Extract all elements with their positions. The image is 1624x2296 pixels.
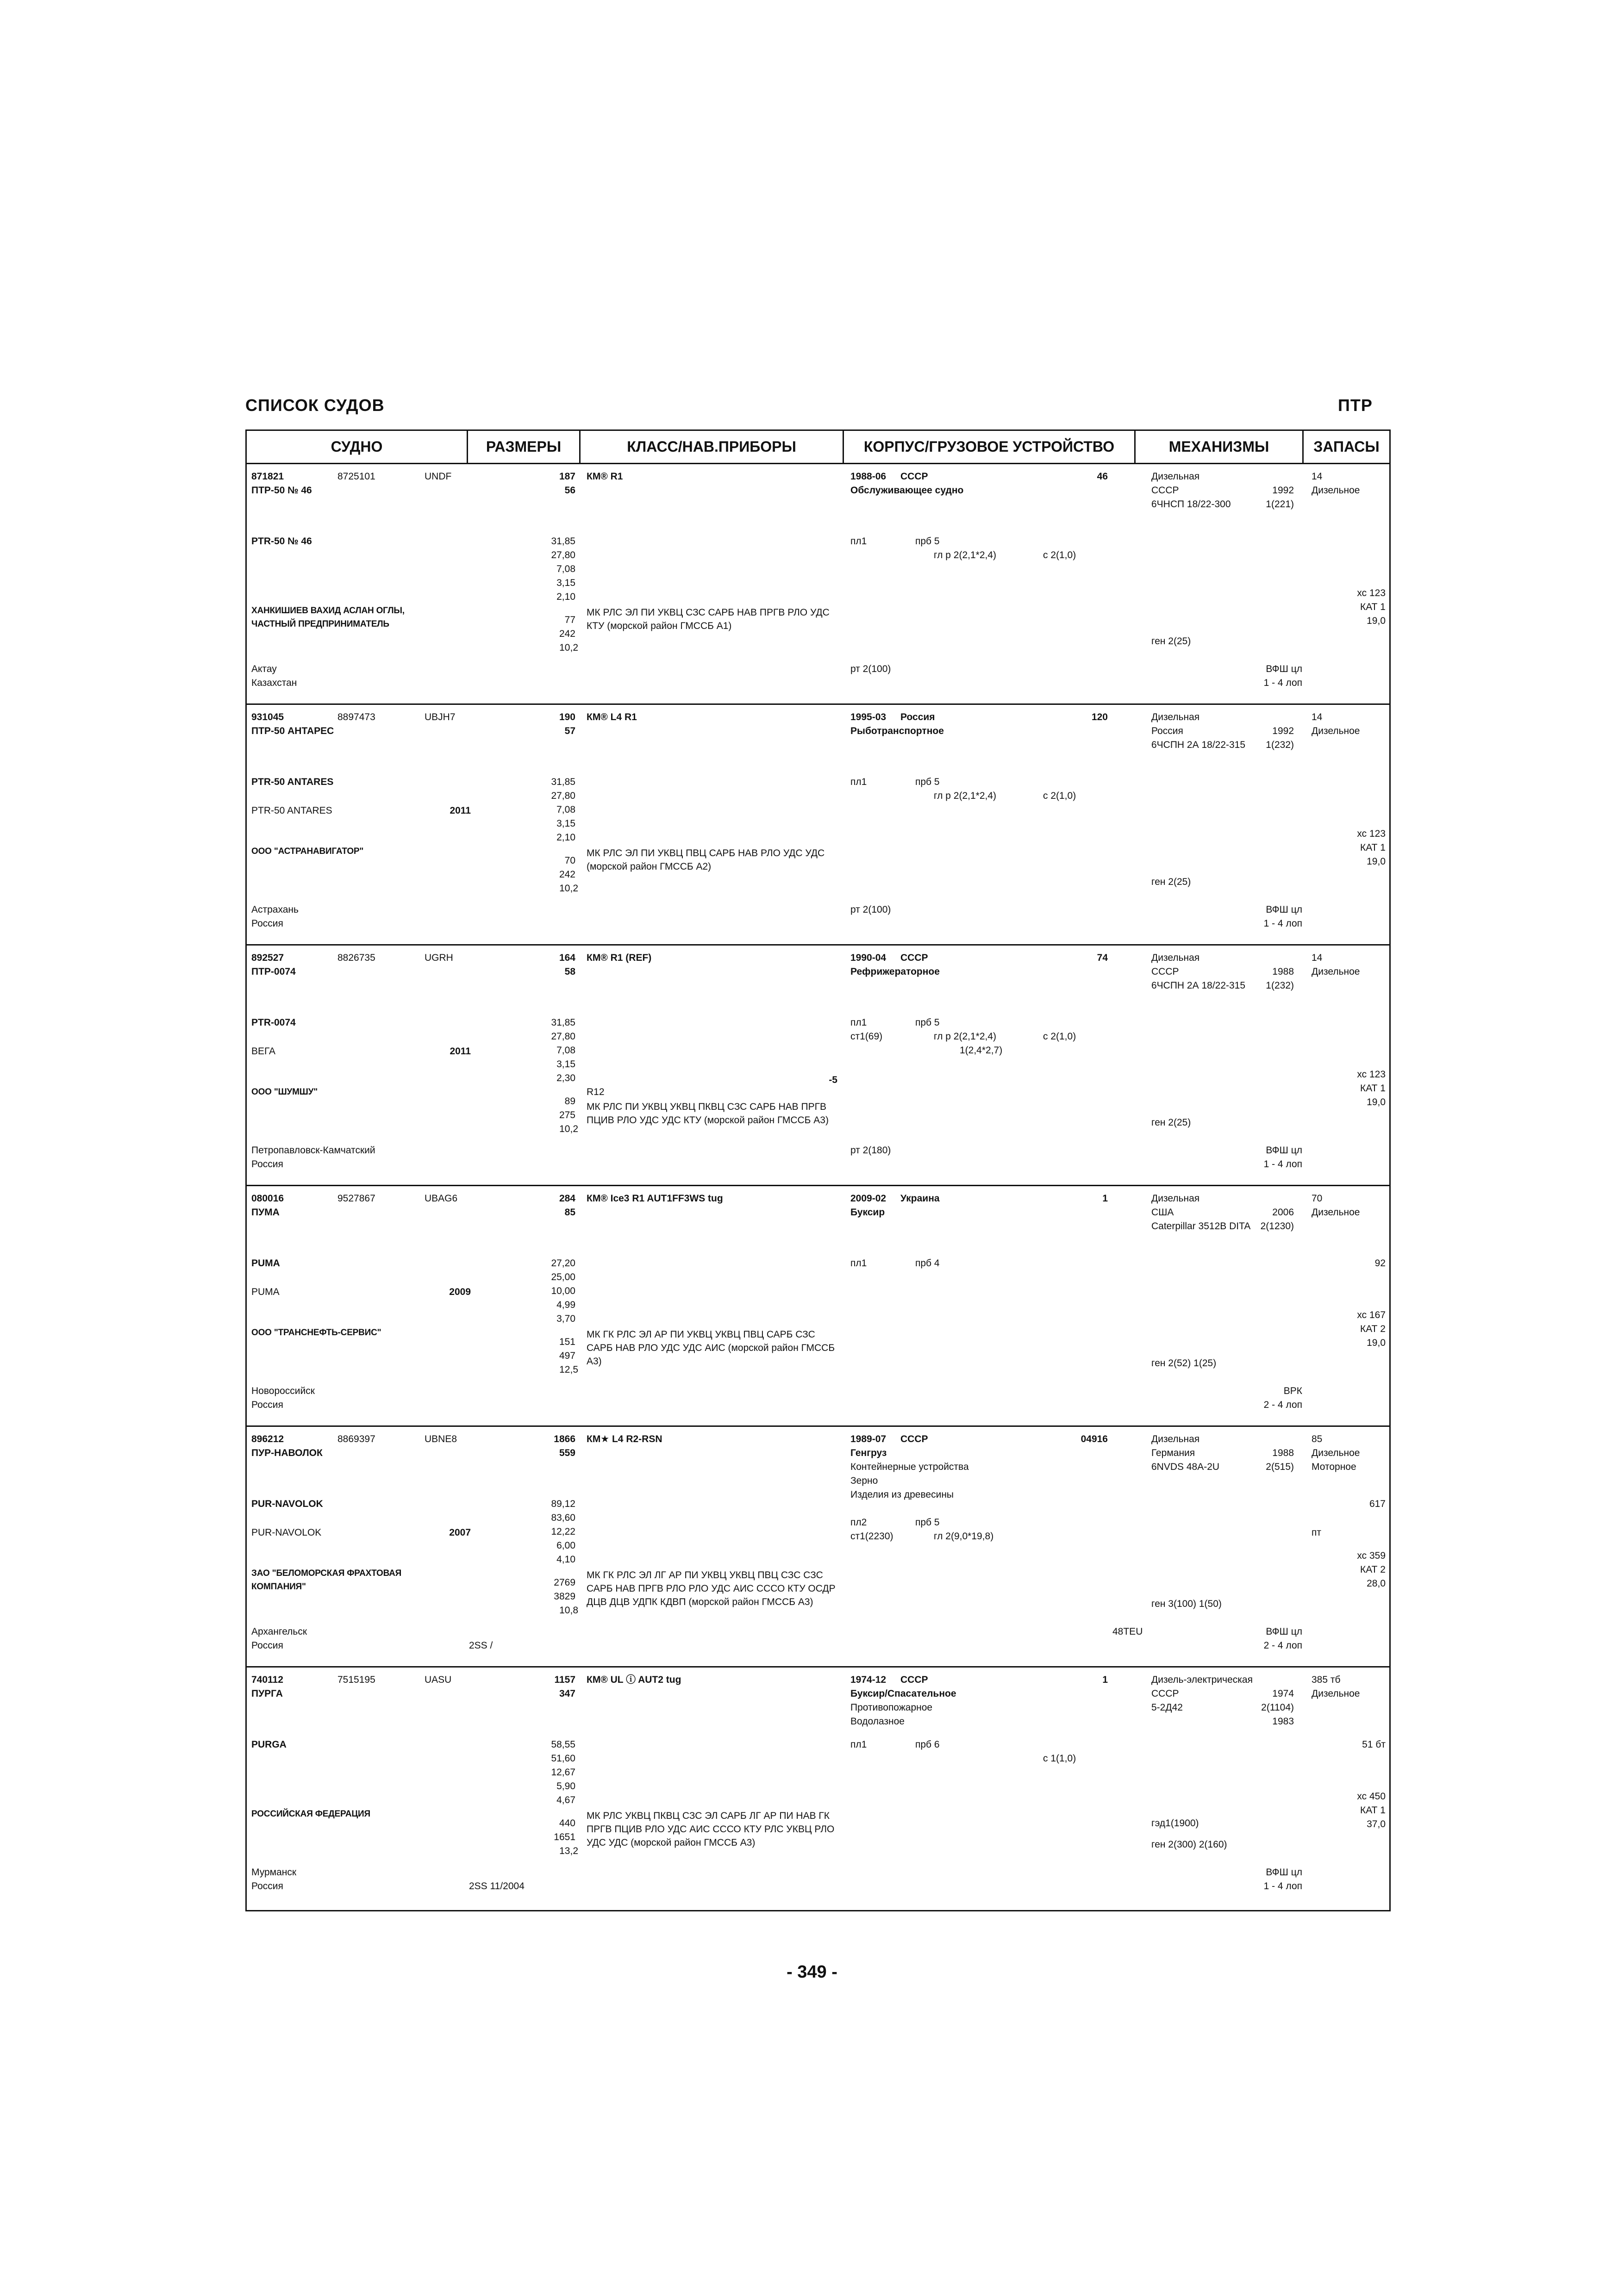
dimension-value: 27,20 bbox=[551, 1258, 575, 1269]
former-year: 2011 bbox=[450, 1046, 471, 1057]
decks: пл1 bbox=[850, 1017, 867, 1028]
imo-number: 8725101 bbox=[337, 471, 375, 482]
propeller: ВФШ цл bbox=[1266, 664, 1302, 674]
vessel-type: Обслуживающее судно bbox=[850, 485, 964, 496]
header-class: КЛАСС/НАВ.ПРИБОРЫ bbox=[581, 431, 844, 463]
vessel-record bbox=[247, 1427, 1389, 1668]
owner: ООО "ТРАНСНЕФТЬ-СЕРВИС" bbox=[251, 1328, 381, 1338]
speed: 13,2 bbox=[559, 1846, 578, 1856]
deadweight: 151 bbox=[559, 1337, 575, 1347]
cargo-feature: Водолазное bbox=[850, 1716, 905, 1727]
dimension-value: 2,30 bbox=[556, 1073, 575, 1083]
engine-power: 1(232) bbox=[1266, 980, 1294, 991]
call-sign: UGRH bbox=[425, 952, 453, 963]
capacity: 51 бт bbox=[1362, 1739, 1386, 1750]
displacement: 497 bbox=[559, 1350, 575, 1361]
fuel-type: Дизельное bbox=[1312, 1688, 1360, 1699]
dimension-value: 27,80 bbox=[551, 790, 575, 801]
dimension-value: 4,67 bbox=[556, 1795, 575, 1805]
header-machinery: МЕХАНИЗМЫ bbox=[1136, 431, 1304, 463]
hull-number: 74 bbox=[1097, 952, 1108, 963]
class-extra: R12 bbox=[587, 1087, 605, 1097]
decks: пл1 bbox=[850, 777, 867, 787]
stores-category: КАТ 2 bbox=[1360, 1324, 1386, 1334]
cranes: с 2(1,0) bbox=[1043, 1031, 1076, 1042]
header-stores: ЗАПАСЫ bbox=[1313, 438, 1380, 455]
owner: ООО "ШУМШУ" bbox=[251, 1087, 318, 1097]
hull-number: 120 bbox=[1091, 712, 1108, 722]
former-name: PTR-50 ANTARES bbox=[251, 805, 332, 816]
engine-country: СССР bbox=[1151, 966, 1179, 977]
dimension-value: 12,67 bbox=[551, 1767, 575, 1778]
builder-country: СССР bbox=[900, 471, 928, 482]
reg-number: 871821 bbox=[251, 471, 284, 482]
former-year: 2011 bbox=[450, 805, 471, 816]
engine-model: 6ЧНСП 18/22-300 bbox=[1151, 499, 1231, 510]
latin-name: PURGA bbox=[251, 1739, 287, 1750]
engine-year: 1992 bbox=[1272, 485, 1294, 496]
stores-value: 19,0 bbox=[1367, 1097, 1386, 1108]
dimension-value: 3,70 bbox=[556, 1313, 575, 1324]
vessel-name: ПТР-50 АНТАРЕС bbox=[251, 726, 334, 736]
net-tonnage: 347 bbox=[559, 1688, 575, 1699]
dimension-value: 27,80 bbox=[551, 550, 575, 560]
fuel-type-2: Моторное bbox=[1312, 1462, 1356, 1472]
owner: ЗАО "БЕЛОМОРСКАЯ ФРАХТОВАЯ КОМПАНИЯ" bbox=[251, 1568, 402, 1592]
reg-number: 740112 bbox=[251, 1674, 283, 1685]
table-header bbox=[247, 431, 1389, 464]
refrigeration: рт 2(180) bbox=[850, 1145, 891, 1156]
reg-number: 896212 bbox=[251, 1434, 284, 1444]
builder-country: Украина bbox=[900, 1193, 940, 1204]
cranes: с 2(1,0) bbox=[1043, 550, 1076, 560]
auxiliary-engine: гэд1(1900) bbox=[1151, 1818, 1199, 1829]
vessel-record bbox=[247, 464, 1389, 705]
reg-number: 080016 bbox=[251, 1193, 284, 1204]
vessel-name: ПУРГА bbox=[251, 1688, 283, 1699]
imo-number: 9527867 bbox=[337, 1193, 375, 1204]
former-year: 2007 bbox=[449, 1527, 471, 1538]
engine-country: Россия bbox=[1151, 726, 1183, 736]
dimension-value: 31,85 bbox=[551, 777, 575, 787]
engine-power: 2(1230) bbox=[1260, 1221, 1294, 1232]
cargo-feature: Противопожарное bbox=[850, 1702, 933, 1713]
speed: 10,2 bbox=[559, 1124, 578, 1134]
header-dimensions: РАЗМЕРЫ bbox=[468, 431, 581, 463]
stores-xc: хс 450 bbox=[1357, 1791, 1386, 1802]
propeller: ВФШ цл bbox=[1266, 1626, 1302, 1637]
dimension-value: 3,15 bbox=[556, 578, 575, 588]
dimension-value: 27,80 bbox=[551, 1031, 575, 1042]
deadweight: 89 bbox=[564, 1096, 575, 1107]
speed: 10,2 bbox=[559, 883, 578, 894]
gross-tonnage: 284 bbox=[559, 1193, 575, 1204]
dimension-value: 3,15 bbox=[556, 1059, 575, 1070]
generators: ген 2(300) 2(160) bbox=[1151, 1839, 1227, 1850]
hull-number: 1 bbox=[1102, 1674, 1108, 1685]
stores-xc: хс 123 bbox=[1357, 828, 1386, 839]
vessel-record bbox=[247, 1668, 1389, 1908]
propeller-blades: 1 - 4 лоп bbox=[1263, 1881, 1302, 1892]
former-name: ВЕГА bbox=[251, 1046, 275, 1057]
call-sign: UBAG6 bbox=[425, 1193, 458, 1204]
dimension-value: 31,85 bbox=[551, 536, 575, 547]
propeller-blades: 1 - 4 лоп bbox=[1263, 678, 1302, 688]
class-notation: КМ® Ice3 R1 AUT1FF3WS tug bbox=[587, 1193, 723, 1204]
bunker-qty: 14 bbox=[1312, 471, 1323, 482]
engine-country: СССР bbox=[1151, 485, 1179, 496]
header-hull: КОРПУС/ГРУЗОВОЕ УСТРОЙСТВО bbox=[844, 431, 1136, 463]
former-name: PUMA bbox=[251, 1287, 280, 1297]
propeller: ВФШ цл bbox=[1266, 1145, 1302, 1156]
decks-extra: ст1(69) bbox=[850, 1031, 883, 1042]
generators: ген 2(52) 1(25) bbox=[1151, 1358, 1217, 1369]
stores-category: КАТ 1 bbox=[1360, 1083, 1386, 1094]
displacement: 242 bbox=[559, 628, 575, 639]
engine-type: Дизельная bbox=[1151, 712, 1200, 722]
engine-model: 6ЧСПН 2А 18/22-315 bbox=[1151, 980, 1246, 991]
survey-mark: 2SS 11/2004 bbox=[469, 1881, 525, 1892]
flag-country: Россия bbox=[251, 1400, 283, 1410]
dimension-value: 7,08 bbox=[556, 1045, 575, 1056]
section-code: ПТР bbox=[1338, 396, 1373, 415]
hatches: гл 2(9,0*19,8) bbox=[934, 1531, 994, 1542]
vessel-name: ПТР-0074 bbox=[251, 966, 296, 977]
dimension-value: 31,85 bbox=[551, 1017, 575, 1028]
nav-equipment: МК ГК РЛС ЭЛ АР ПИ УКВЦ УКВЦ ПВЦ САРБ СЗС САРБ НАВ РЛО УДС УДС АИС (морской район ГМССБ А3) bbox=[587, 1329, 835, 1367]
stores-category: КАТ 1 bbox=[1360, 602, 1386, 612]
propeller-blades: 2 - 4 лоп bbox=[1263, 1640, 1302, 1651]
imo-number: 8897473 bbox=[337, 712, 375, 722]
vessel-type: Рыботранспортное bbox=[850, 726, 944, 736]
displacement: 3829 bbox=[554, 1591, 575, 1602]
builder-country: СССР bbox=[900, 1434, 928, 1444]
engine-year: 1988 bbox=[1272, 1448, 1294, 1458]
call-sign: UBJH7 bbox=[425, 712, 456, 722]
decks: пл2 bbox=[850, 1517, 867, 1528]
hull-number: 46 bbox=[1097, 471, 1108, 482]
capacity-unit: пт bbox=[1312, 1527, 1321, 1538]
class-notation: КМ® R1 bbox=[587, 471, 623, 482]
dimension-value: 25,00 bbox=[551, 1272, 575, 1282]
holds: прб 5 bbox=[915, 1017, 940, 1028]
engine-model: 6ЧСПН 2А 18/22-315 bbox=[1151, 740, 1246, 750]
flag-country: Россия bbox=[251, 1881, 283, 1892]
survey-mark: 2SS / bbox=[469, 1640, 493, 1651]
stores-value: 19,0 bbox=[1367, 856, 1386, 867]
propeller-blades: 1 - 4 лоп bbox=[1263, 1159, 1302, 1170]
decks: пл1 bbox=[850, 536, 867, 547]
net-tonnage: 85 bbox=[564, 1207, 575, 1218]
vessel-type: Генгруз bbox=[850, 1448, 887, 1458]
stores-value: 19,0 bbox=[1367, 1338, 1386, 1348]
holds: прб 5 bbox=[915, 777, 940, 787]
holds: прб 5 bbox=[915, 1517, 940, 1528]
engine-power: 1(232) bbox=[1266, 740, 1294, 750]
latin-name: PUR-NAVOLOK bbox=[251, 1499, 323, 1509]
flag-country: Казахстан bbox=[251, 678, 297, 688]
engine-type: Дизельная bbox=[1151, 952, 1200, 963]
decks: пл1 bbox=[850, 1739, 867, 1750]
dimension-value: 89,12 bbox=[551, 1499, 575, 1509]
built-date: 1989-07 bbox=[850, 1434, 887, 1444]
bunker-qty: 14 bbox=[1312, 712, 1323, 722]
vessel-type: Рефрижераторное bbox=[850, 966, 940, 977]
built-date: 1988-06 bbox=[850, 471, 887, 482]
net-tonnage: 57 bbox=[564, 726, 575, 736]
deadweight: 70 bbox=[564, 855, 575, 866]
hull-number: 1 bbox=[1102, 1193, 1108, 1204]
nav-equipment: МК ГК РЛС ЭЛ ЛГ АР ПИ УКВЦ УКВЦ ПВЦ СЗС СЗС САРБ НАВ ПРГВ РЛО РЛО УДС АИС СССО КТУ ОСДР ДЦВ ДЦВ УДПК КДВП (морской район ГМССБ А3) bbox=[587, 1570, 836, 1607]
generators: ген 3(100) 1(50) bbox=[1151, 1599, 1222, 1609]
vessel-record bbox=[247, 1186, 1389, 1427]
engine-country: СССР bbox=[1151, 1688, 1179, 1699]
vessel-name: ПУР-НАВОЛОК bbox=[251, 1448, 323, 1458]
propeller-blades: 2 - 4 лоп bbox=[1263, 1400, 1302, 1410]
container-capacity: 48TEU bbox=[1112, 1626, 1143, 1637]
propeller: ВФШ цл bbox=[1266, 904, 1302, 915]
home-port: Петропавловск-Камчатский bbox=[251, 1145, 375, 1156]
stores-value: 37,0 bbox=[1367, 1819, 1386, 1829]
hatches: гл р 2(2,1*2,4) bbox=[934, 1031, 997, 1042]
vessel-name: ПТР-50 № 46 bbox=[251, 485, 312, 496]
built-date: 1974-12 bbox=[850, 1674, 887, 1685]
stores-xc: хс 359 bbox=[1357, 1550, 1386, 1561]
engine-year: 2006 bbox=[1272, 1207, 1294, 1218]
dimension-value: 12,22 bbox=[551, 1526, 575, 1537]
call-sign: UNDF bbox=[425, 471, 452, 482]
class-notation: КМ★ L4 R2-RSN bbox=[587, 1434, 662, 1444]
cargo-feature: Зерно bbox=[850, 1475, 878, 1486]
dimension-value: 5,90 bbox=[556, 1781, 575, 1792]
builder-country: СССР bbox=[900, 1674, 928, 1685]
gross-tonnage: 1866 bbox=[554, 1434, 575, 1444]
dimension-value: 83,60 bbox=[551, 1512, 575, 1523]
class-notation: КМ® UL ⓘ AUT2 tug bbox=[587, 1674, 681, 1685]
latin-name: PUMA bbox=[251, 1258, 280, 1269]
class-notation: КМ® L4 R1 bbox=[587, 712, 637, 722]
vessel-record bbox=[247, 705, 1389, 946]
fuel-type: Дизельное bbox=[1312, 1448, 1360, 1458]
imo-number: 7515195 bbox=[337, 1674, 375, 1685]
engine-country: США bbox=[1151, 1207, 1174, 1218]
flag-country: Россия bbox=[251, 1159, 283, 1170]
built-date: 1990-04 bbox=[850, 952, 887, 963]
engine-power: 1(221) bbox=[1266, 499, 1294, 510]
engine-type: Дизельная bbox=[1151, 471, 1200, 482]
reg-number: 931045 bbox=[251, 712, 284, 722]
owner: ХАНКИШИЕВ ВАХИД АСЛАН ОГЛЫ, ЧАСТНЫЙ ПРЕДПРИНИМАТЕЛЬ bbox=[251, 606, 405, 629]
vessel-type: Буксир bbox=[850, 1207, 885, 1218]
dimension-value: 58,55 bbox=[551, 1739, 575, 1750]
nav-equipment: МК РЛС УКВЦ ПКВЦ СЗС ЭЛ САРБ ЛГ АР ПИ НАВ ГК ПРГВ ПЦИВ РЛО УДС АИС СССО КТУ РЛС УКВЦ РЛО УДС УДС (морской район ГМССБ А3) bbox=[587, 1811, 835, 1848]
dimension-value: 10,00 bbox=[551, 1286, 575, 1296]
builder-country: Россия bbox=[900, 712, 935, 722]
gross-tonnage: 190 bbox=[559, 712, 575, 722]
builder-country: СССР bbox=[900, 952, 928, 963]
dimension-value: 2,10 bbox=[556, 591, 575, 602]
engine-model: Caterpillar 3512B DITA bbox=[1151, 1221, 1251, 1232]
stores-xc: хс 123 bbox=[1357, 1069, 1386, 1080]
engine-country: Германия bbox=[1151, 1448, 1195, 1458]
latin-name: PTR-0074 bbox=[251, 1017, 296, 1028]
class-note: -5 bbox=[829, 1075, 837, 1085]
page-number: - 349 - bbox=[787, 1962, 837, 1982]
engine-model: 6NVDS 48A-2U bbox=[1151, 1462, 1220, 1472]
dimension-value: 7,08 bbox=[556, 564, 575, 574]
decks-extra: ст1(2230) bbox=[850, 1531, 893, 1542]
speed: 10,8 bbox=[559, 1605, 578, 1616]
engine-year: 1974 bbox=[1272, 1688, 1294, 1699]
holds: прб 4 bbox=[915, 1258, 940, 1269]
call-sign: UASU bbox=[425, 1674, 452, 1685]
speed: 10,2 bbox=[559, 642, 578, 653]
engine-power: 2(515) bbox=[1266, 1462, 1294, 1472]
generators: ген 2(25) bbox=[1151, 877, 1191, 887]
dimension-value: 2,10 bbox=[556, 832, 575, 843]
stores-category: КАТ 1 bbox=[1360, 842, 1386, 853]
hull-number: 04916 bbox=[1081, 1434, 1108, 1444]
dimension-value: 7,08 bbox=[556, 804, 575, 815]
dimension-value: 4,10 bbox=[556, 1554, 575, 1565]
nav-equipment: МК РЛС ПИ УКВЦ УКВЦ ПКВЦ СЗС САРБ НАВ ПРГВ ПЦИВ РЛО УДС УДС КТУ (морской район ГМССБ А3) bbox=[587, 1101, 829, 1126]
fuel-type: Дизельное bbox=[1312, 726, 1360, 736]
propeller-blades: 1 - 4 лоп bbox=[1263, 918, 1302, 929]
latin-name: PTR-50 ANTARES bbox=[251, 777, 334, 787]
flag-country: Россия bbox=[251, 918, 283, 929]
decks: пл1 bbox=[850, 1258, 867, 1269]
fuel-type: Дизельное bbox=[1312, 1207, 1360, 1218]
refrigeration: рт 2(100) bbox=[850, 664, 891, 674]
owner: ООО "АСТРАНАВИГАТОР" bbox=[251, 846, 364, 856]
net-tonnage: 559 bbox=[559, 1448, 575, 1458]
generators: ген 2(25) bbox=[1151, 636, 1191, 647]
gross-tonnage: 1157 bbox=[554, 1674, 575, 1685]
capacity: 617 bbox=[1369, 1499, 1386, 1509]
dimension-value: 3,15 bbox=[556, 818, 575, 829]
gross-tonnage: 164 bbox=[559, 952, 575, 963]
owner: РОССИЙСКАЯ ФЕДЕРАЦИЯ bbox=[251, 1809, 370, 1819]
home-port: Актау bbox=[251, 664, 277, 674]
capacity: 92 bbox=[1374, 1258, 1386, 1269]
flag-country: Россия bbox=[251, 1640, 283, 1651]
stores-value: 28,0 bbox=[1367, 1578, 1386, 1589]
fuel-type: Дизельное bbox=[1312, 966, 1360, 977]
engine-type: Дизельная bbox=[1151, 1434, 1200, 1444]
vessel-type: Буксир/Спасательное bbox=[850, 1688, 956, 1699]
home-port: Астрахань bbox=[251, 904, 299, 915]
propeller: ВРК bbox=[1283, 1386, 1302, 1396]
displacement: 275 bbox=[559, 1110, 575, 1120]
former-name: PUR-NAVOLOK bbox=[251, 1527, 322, 1538]
cranes: с 1(1,0) bbox=[1043, 1753, 1076, 1764]
refrigeration: рт 2(100) bbox=[850, 904, 891, 915]
displacement: 242 bbox=[559, 869, 575, 880]
stores-xc: хс 167 bbox=[1357, 1310, 1386, 1320]
bunker-qty: 70 bbox=[1312, 1193, 1323, 1204]
speed: 12,5 bbox=[559, 1364, 578, 1375]
dimension-value: 6,00 bbox=[556, 1540, 575, 1551]
propeller: ВФШ цл bbox=[1266, 1867, 1302, 1878]
engine-year: 1992 bbox=[1272, 726, 1294, 736]
dimension-value: 4,99 bbox=[556, 1300, 575, 1310]
stores-category: КАТ 2 bbox=[1360, 1564, 1386, 1575]
engine-type: Дизель-электрическая bbox=[1151, 1674, 1253, 1685]
nav-equipment: МК РЛС ЭЛ ПИ УКВЦ СЗС САРБ НАВ ПРГВ РЛО УДС КТУ (морской район ГМССБ А1) bbox=[587, 607, 830, 631]
built-date: 1995-03 bbox=[850, 712, 887, 722]
holds: прб 6 bbox=[915, 1739, 940, 1750]
cargo-feature: Изделия из древесины bbox=[850, 1489, 954, 1500]
deadweight: 440 bbox=[559, 1818, 575, 1829]
call-sign: UBNE8 bbox=[425, 1434, 457, 1444]
engine-year: 1988 bbox=[1272, 966, 1294, 977]
home-port: Архангельск bbox=[251, 1626, 307, 1637]
displacement: 1651 bbox=[554, 1832, 575, 1842]
net-tonnage: 56 bbox=[564, 485, 575, 496]
header-vessel: СУДНО bbox=[247, 431, 468, 463]
engine-type: Дизельная bbox=[1151, 1193, 1200, 1204]
nav-equipment: МК РЛС ЭЛ ПИ УКВЦ ПВЦ САРБ НАВ РЛО УДС УДС (морской район ГМССБ А2) bbox=[587, 848, 825, 872]
vessel-record bbox=[247, 946, 1389, 1186]
cranes: с 2(1,0) bbox=[1043, 790, 1076, 801]
page-title: СПИСОК СУДОВ bbox=[245, 396, 385, 415]
gross-tonnage: 187 bbox=[559, 471, 575, 482]
engine-year-2: 1983 bbox=[1272, 1716, 1294, 1727]
reg-number: 892527 bbox=[251, 952, 284, 963]
class-notation: КМ® R1 (REF) bbox=[587, 952, 652, 963]
home-port: Мурманск bbox=[251, 1867, 297, 1878]
deadweight: 77 bbox=[564, 615, 575, 625]
holds: прб 5 bbox=[915, 536, 940, 547]
imo-number: 8826735 bbox=[337, 952, 375, 963]
bunker-qty: 385 тб bbox=[1312, 1674, 1341, 1685]
stores-xc: хс 123 bbox=[1357, 588, 1386, 598]
engine-model: 5-2Д42 bbox=[1151, 1702, 1183, 1713]
bunker-qty: 14 bbox=[1312, 952, 1323, 963]
fuel-type: Дизельное bbox=[1312, 485, 1360, 496]
stores-value: 19,0 bbox=[1367, 616, 1386, 626]
ships-table bbox=[245, 429, 1391, 1911]
engine-power: 2(1104) bbox=[1261, 1702, 1294, 1713]
stores-category: КАТ 1 bbox=[1360, 1805, 1386, 1816]
former-year: 2009 bbox=[449, 1287, 471, 1297]
imo-number: 8869397 bbox=[337, 1434, 375, 1444]
vessel-name: ПУМА bbox=[251, 1207, 280, 1218]
generators: ген 2(25) bbox=[1151, 1117, 1191, 1128]
deadweight: 2769 bbox=[554, 1577, 575, 1588]
cargo-feature: Контейнерные устройства bbox=[850, 1462, 969, 1472]
home-port: Новороссийск bbox=[251, 1386, 315, 1396]
hatches-extra: 1(2,4*2,7) bbox=[960, 1045, 1003, 1056]
net-tonnage: 58 bbox=[564, 966, 575, 977]
bunker-qty: 85 bbox=[1312, 1434, 1323, 1444]
dimension-value: 51,60 bbox=[551, 1753, 575, 1764]
built-date: 2009-02 bbox=[850, 1193, 887, 1204]
hatches: гл р 2(2,1*2,4) bbox=[934, 550, 997, 560]
latin-name: PTR-50 № 46 bbox=[251, 536, 312, 547]
hatches: гл р 2(2,1*2,4) bbox=[934, 790, 997, 801]
